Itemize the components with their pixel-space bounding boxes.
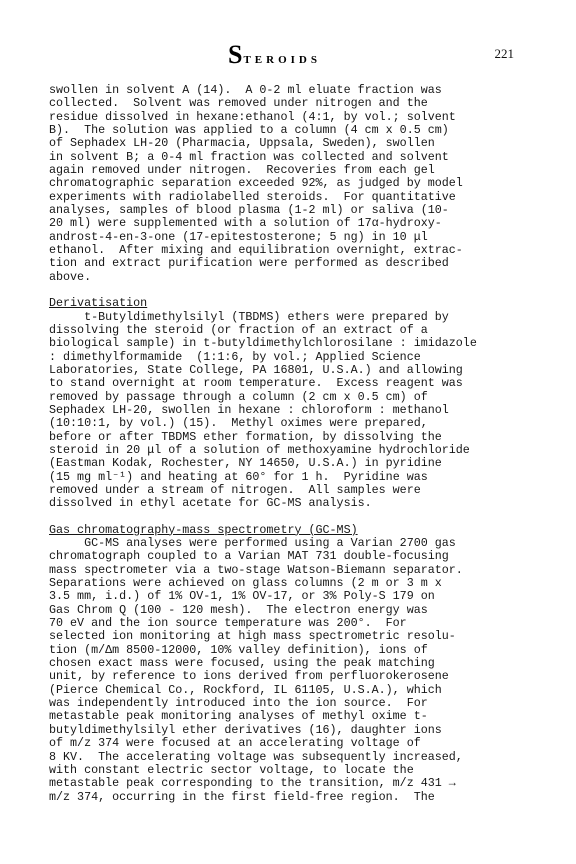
text-line: collected. Solvent was removed under nitrogen and the [49, 96, 428, 111]
heading-gc-ms: Gas chromatography-mass spectrometry (GC-MS) [49, 522, 358, 537]
journal-logo-rest: TEROIDS [243, 54, 321, 66]
text-line: with constant electric sector voltage, to locate the [49, 762, 414, 777]
text-line: 20 ml) were supplemented with a solution of 17α-hydroxy- [49, 216, 442, 231]
text-line: mass spectrometer via a two-stage Watson-Biemann separator. [49, 562, 463, 577]
paragraph-gc-ms [49, 537, 549, 804]
text-line: experiments with radiolabelled steroids. For quantitative [49, 189, 456, 204]
text-line: metastable peak corresponding to the transition, m/z 431 → [49, 776, 456, 791]
text-line: t-Butyldimethylsilyl (TBDMS) ethers were prepared by [49, 309, 449, 324]
text-line: again removed under nitrogen. Recoveries from each gel [49, 163, 435, 178]
text-line: butyldimethylsilyl ether derivatives (16), daughter ions [49, 722, 442, 737]
text-line: above. [49, 269, 92, 284]
text-line: (10:10:1, by vol.) (15). Methyl oximes were prepared, [49, 416, 428, 431]
text-line: removed by passage through a column (2 cm x 0.5 cm) of [49, 389, 428, 404]
journal-logo-initial: S [228, 40, 244, 69]
text-line: removed under a stream of nitrogen. All samples were [49, 482, 421, 497]
text-line: : dimethylformamide (1:1:6, by vol.; Applied Science [49, 349, 421, 364]
text-line: swollen in solvent A (14). A 0-2 ml eluate fraction was [49, 83, 442, 97]
text-line: Gas Chrom Q (100 - 120 mesh). The electron energy was [49, 602, 428, 617]
heading-derivatisation: Derivatisation [49, 296, 148, 311]
text-line: 3.5 mm, i.d.) of 1% OV-1, 1% OV-17, or 3% Poly-S 179 on [49, 589, 435, 604]
text-line: selected ion monitoring at high mass spectrometric resolu- [49, 629, 456, 644]
text-line: B). The solution was applied to a column (4 cm x 0.5 cm) [49, 123, 449, 138]
text-line: biological sample) in t-butyldimethylchlorosilane : imidazole [49, 336, 477, 351]
text-line: of Sephadex LH-20 (Pharmacia, Uppsala, Sweden), swollen [49, 136, 435, 151]
paragraph-gap [49, 511, 549, 524]
text-line: (15 mg ml⁻¹) and heating at 60° for 1 h. Pyridine was [49, 469, 428, 484]
paragraph-derivatisation [49, 311, 549, 511]
text-line: tion and extract purification were performed as described [49, 256, 449, 271]
text-line: ethanol. After mixing and equilibration overnight, extrac- [49, 243, 463, 258]
text-line: in solvent B; a 0-4 ml fraction was collected and solvent [49, 149, 449, 164]
text-line: to stand overnight at room temperature. Excess reagent was [49, 376, 463, 391]
page-header [0, 38, 576, 69]
paragraph-methods-continued [49, 84, 549, 284]
journal-logo [228, 40, 321, 70]
text-line: before or after TBDMS ether formation, by dissolving the [49, 429, 442, 444]
text-line: of m/z 374 were focused at an accelerating voltage of [49, 736, 421, 751]
text-line: Sephadex LH-20, swollen in hexane : chloroform : methanol [49, 402, 449, 417]
text-line: residue dissolved in hexane:ethanol (4:1, by vol.; solvent [49, 109, 456, 124]
text-line: Separations were achieved on glass columns (2 m or 3 m x [49, 576, 442, 591]
text-line: chromatographic separation exceeded 92%, as judged by model [49, 176, 463, 191]
text-line: 8 KV. The accelerating voltage was subsequently increased, [49, 749, 463, 764]
text-line: chromatograph coupled to a Varian MAT 731 double-focusing [49, 549, 449, 564]
text-line: dissolving the steroid (or fraction of an extract of a [49, 322, 428, 337]
text-line: (Eastman Kodak, Rochester, NY 14650, U.S.A.) in pyridine [49, 456, 442, 471]
text-line: (Pierce Chemical Co., Rockford, IL 61105, U.S.A.), which [49, 682, 442, 697]
text-line: androst-4-en-3-one (17-epitestosterone; 5 ng) in 10 μl [49, 229, 428, 244]
text-line: m/z 374, occurring in the first field-free region. The [49, 789, 435, 804]
text-line: analyses, samples of blood plasma (1-2 ml) or saliva (10- [49, 203, 449, 218]
text-line: GC-MS analyses were performed using a Varian 2700 gas [49, 536, 456, 550]
text-line: 70 eV and the ion source temperature was 200°. For [49, 616, 407, 631]
text-line: chosen exact mass were focused, using the peak matching [49, 656, 435, 671]
text-line: tion (m/Δm 8500-12000, 10% valley definition), ions of [49, 642, 428, 657]
text-line: metastable peak monitoring analyses of methyl oxime t- [49, 709, 428, 724]
text-line: Laboratories, State College, PA 16801, U.S.A.) and allowing [49, 362, 463, 377]
page-number: 221 [494, 46, 514, 61]
text-line: was independently introduced into the ion source. For [49, 696, 428, 711]
text-line: steroid in 20 μl of a solution of methoxyamine hydrochloride [49, 442, 470, 457]
text-line: dissolved in ethyl acetate for GC-MS analysis. [49, 496, 372, 511]
article-body [49, 84, 549, 804]
text-line: unit, by reference to ions derived from perfluorokerosene [49, 669, 449, 684]
